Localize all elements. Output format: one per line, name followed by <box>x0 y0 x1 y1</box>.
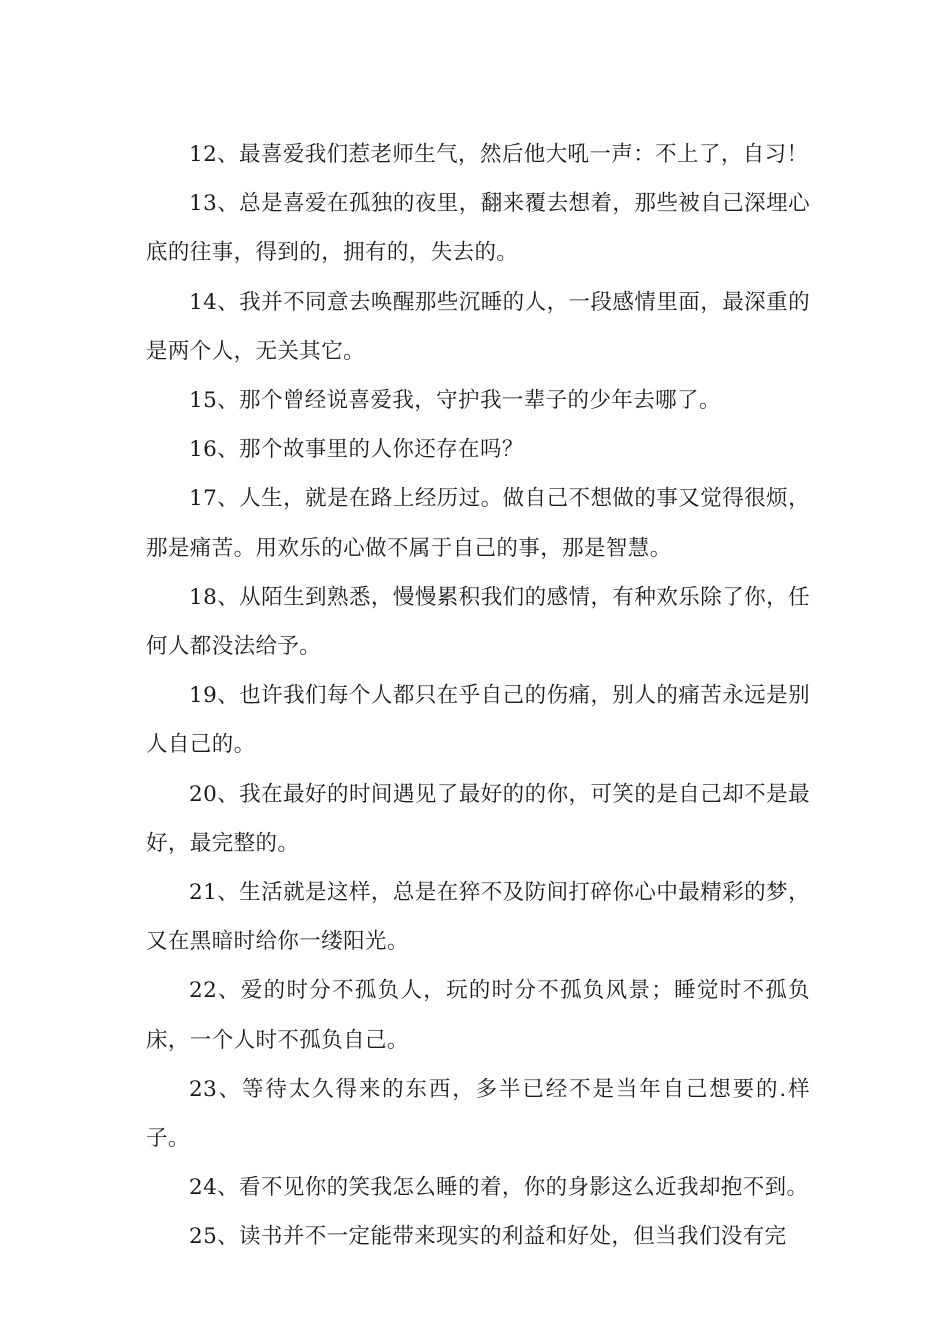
paragraph-13: 13、总是喜爱在孤独的夜里，翻来覆去想着，那些被自己深埋心底的往事，得到的，拥有的，失去的。 <box>146 191 810 266</box>
paragraph-12: 12、最喜爱我们惹老师生气，然后他大吼一声：不上了，自习！ <box>189 142 809 167</box>
document-body <box>146 130 810 1262</box>
paragraph-21: 21、生活就是这样，总是在猝不及防间打碎你心中最精彩的梦，又在黑暗时给你一缕阳光。 <box>146 880 810 955</box>
paragraph-16: 16、那个故事里的人你还存在吗？ <box>189 437 524 463</box>
paragraph-24: 24、看不见你的笑我怎么睡的着，你的身影这么近我却抱不到。 <box>189 1175 809 1201</box>
paragraph-22: 22、爱的时分不孤负人，玩的时分不孤负风景；睡觉时不孤负床，一个人时不孤负自己。 <box>146 978 810 1053</box>
paragraph-18: 18、从陌生到熟悉，慢慢累积我们的感情，有种欢乐除了你，任何人都没法给予。 <box>146 584 810 660</box>
paragraph-19: 19、也许我们每个人都只在乎自己的伤痛，别人的痛苦永远是别人自己的。 <box>146 683 810 758</box>
paragraph-20: 20、我在最好的时间遇见了最好的的你，可笑的是自己却不是最好，最完整的。 <box>146 781 810 856</box>
paragraph-14: 14、我并不同意去唤醒那些沉睡的人，一段感情里面，最深重的是两个人，无关其它。 <box>146 289 810 364</box>
paragraph-17: 17、人生，就是在路上经历过。做自己不想做的事又觉得很烦，那是痛苦。用欢乐的心做不属于自己的事，那是智慧。 <box>146 486 810 561</box>
paragraph-25: 25、读书并不一定能带来现实的利益和好处，但当我们没有完 <box>189 1224 787 1250</box>
paragraph-15: 15、那个曾经说喜爱我，守护我一辈子的少年去哪了。 <box>189 388 721 414</box>
paragraph-23: 23、等待太久得来的东西，多半已经不是当年自己想要的.样子。 <box>146 1076 810 1152</box>
